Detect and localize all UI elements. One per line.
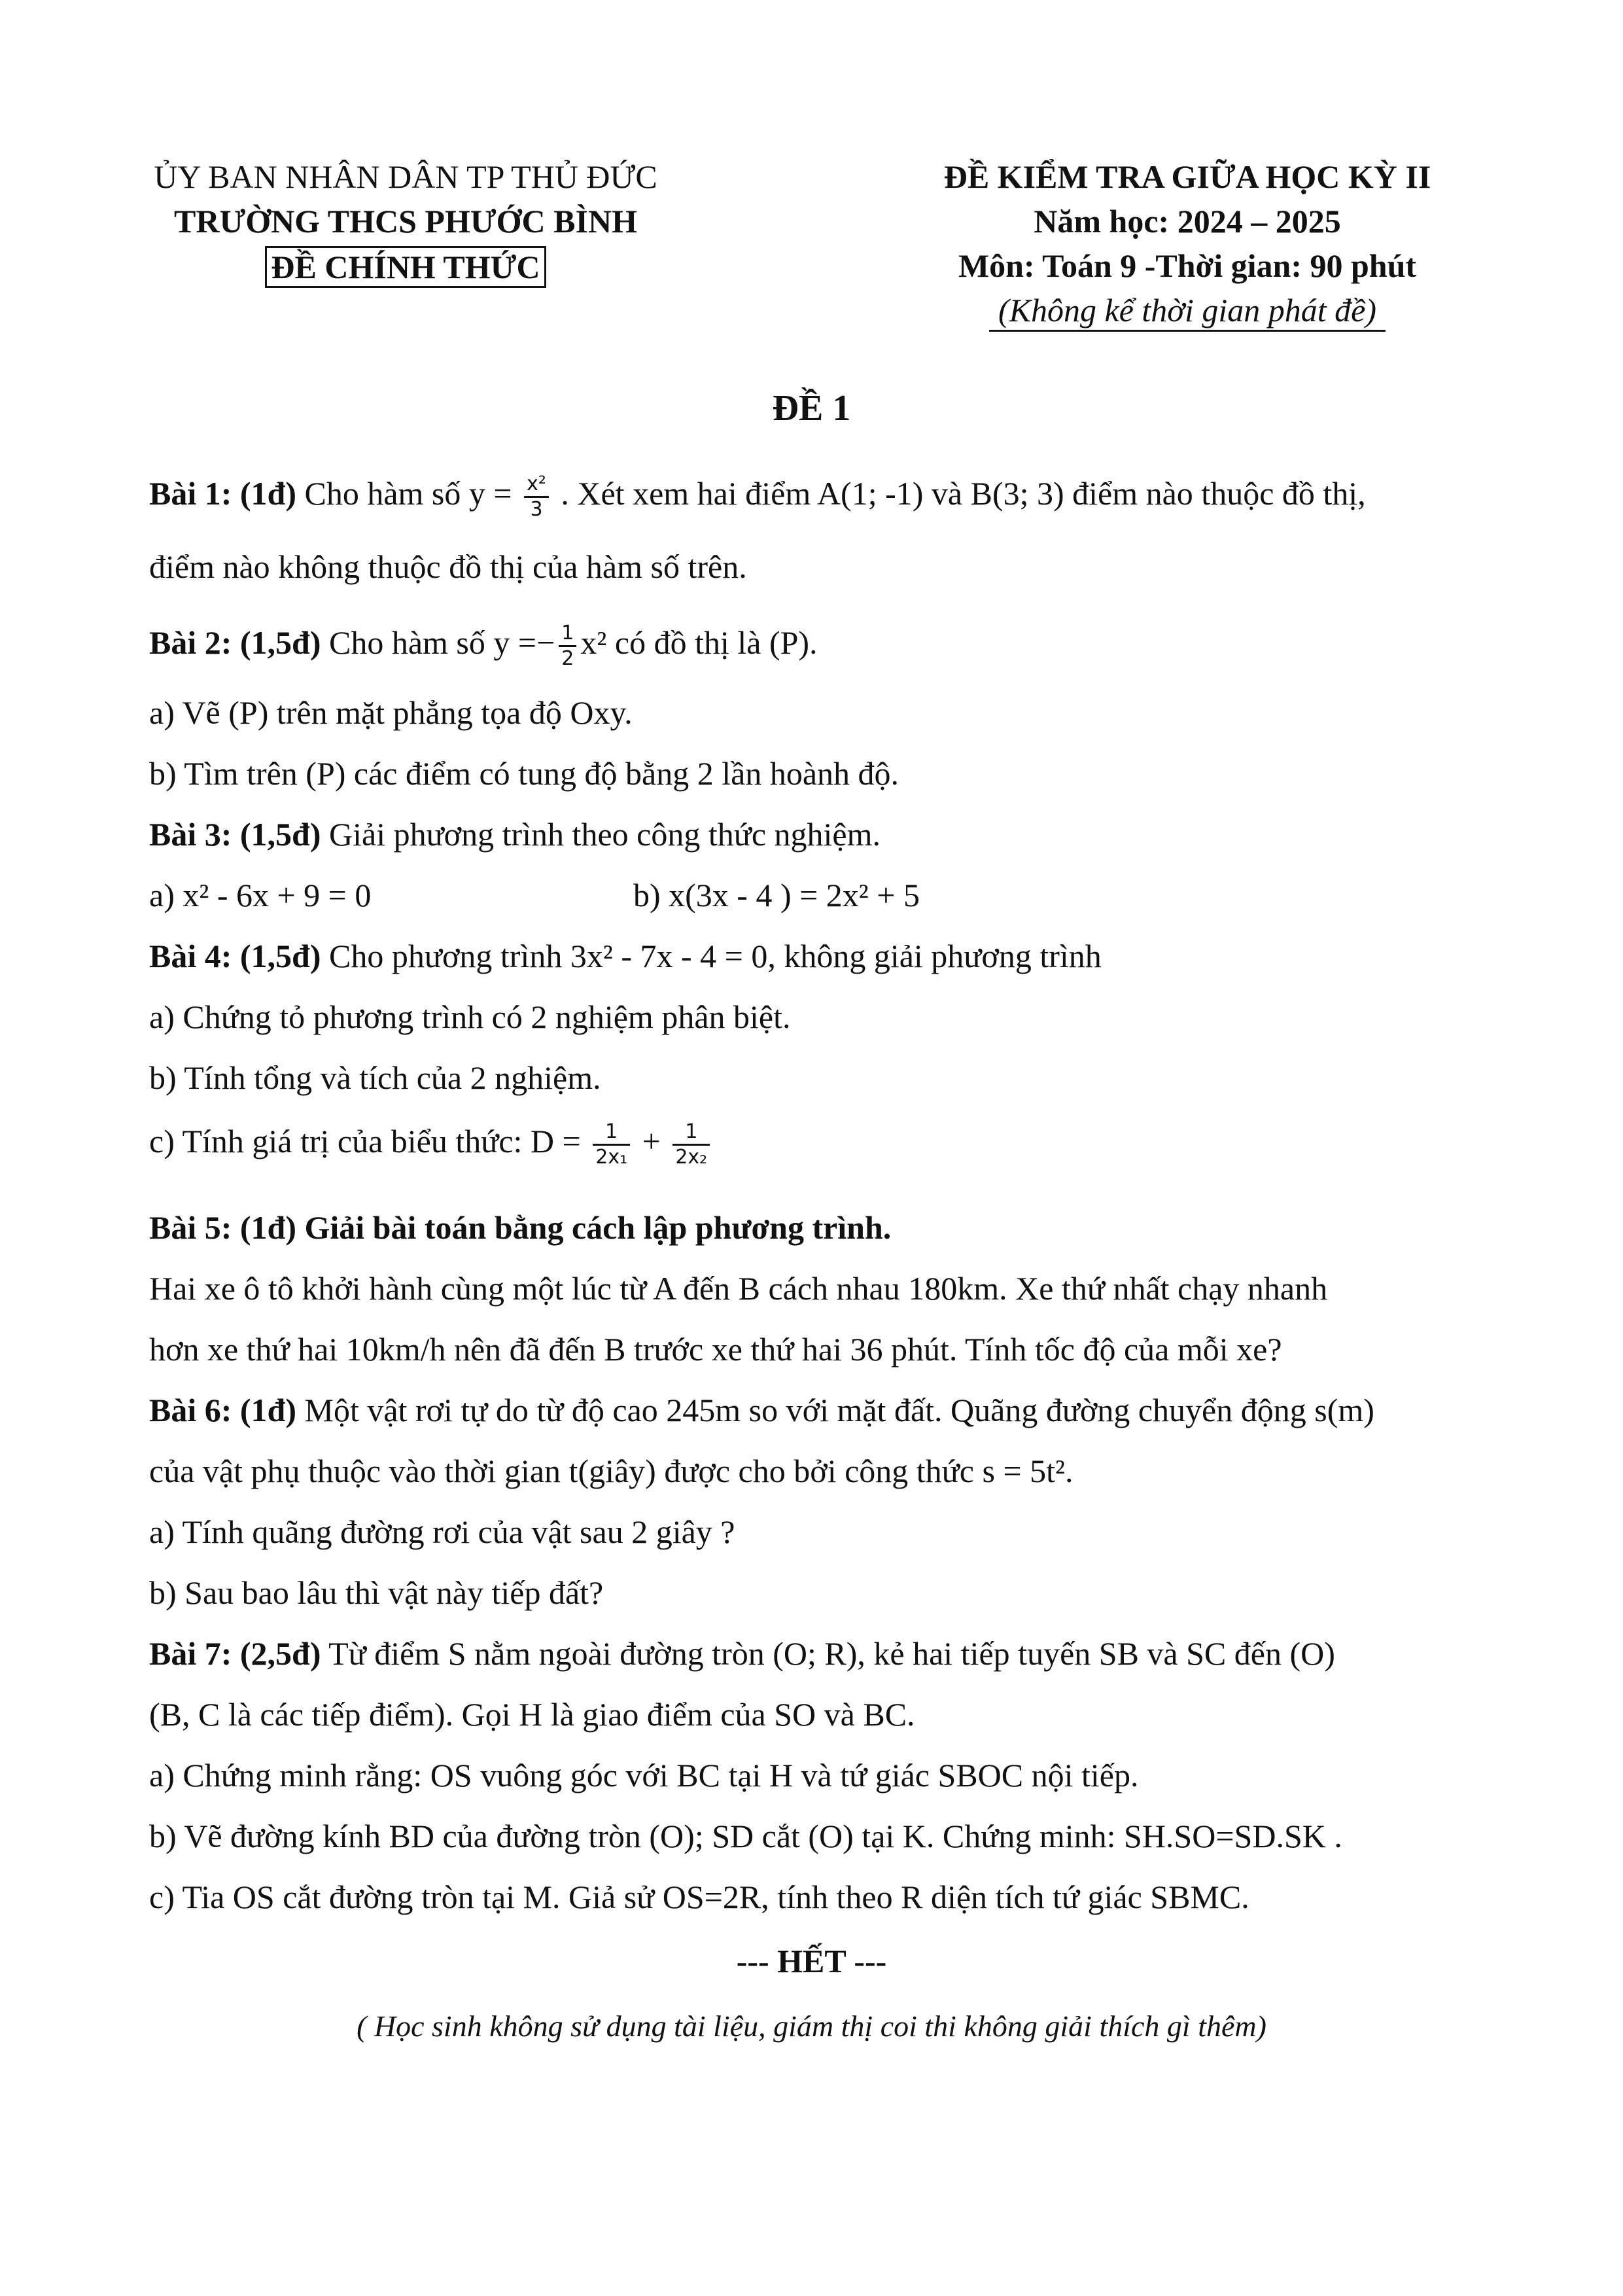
bai1-line2: điểm nào không thuộc đồ thị của hàm số trên. — [149, 548, 747, 585]
bai4-c-frac2 — [672, 1120, 710, 1169]
bai6-line1 — [149, 1391, 1374, 1429]
time-note: (Không kể thời gian phát đề) — [989, 291, 1386, 332]
bai7-a: a) Chứng minh rằng: OS vuông góc với BC tại H và tứ giác SBOC nội tiếp. — [149, 1757, 1139, 1793]
bai3-text: Giải phương trình theo công thức nghiệm. — [321, 816, 881, 853]
bai5-line2: hơn xe thứ hai 10km/h nên đã đến B trước xe thứ hai 36 phút. Tính tốc độ của mỗi xe? — [149, 1331, 1282, 1368]
subject-time: Môn: Toán 9 -Thời gian: 90 phút — [958, 247, 1417, 284]
bai4-text: Cho phương trình 3x² - 7x - 4 = 0, không giải phương trình — [321, 938, 1102, 974]
bai7-c: c) Tia OS cắt đường tròn tại M. Giả sử OS=2R, tính theo R diện tích tứ giác SBMC. — [149, 1879, 1249, 1915]
bai6-line2: của vật phụ thuộc vào thời gian t(giây) được cho bởi công thức s = 5t². — [149, 1453, 1073, 1489]
bai4-c-text: c) Tính giá trị của biểu thức: D = — [149, 1122, 589, 1159]
bai3-a: a) x² - 6x + 9 = 0 — [149, 877, 372, 913]
bai1-line1 — [149, 472, 1366, 521]
bai2-text-b: x² có đồ thị là (P). — [580, 624, 818, 661]
bai2-line1 — [149, 622, 818, 671]
bai4-c — [149, 1120, 714, 1169]
bai3-line1 — [149, 815, 881, 853]
committee-name: ỦY BAN NHÂN DÂN TP THỦ ĐỨC — [154, 158, 657, 195]
bai7-label: Bài 7: (2,5đ) — [149, 1635, 321, 1672]
exam-name: ĐỀ KIỂM TRA GIỮA HỌC KỲ II — [943, 158, 1431, 195]
bai4-c-plus: + — [634, 1122, 669, 1159]
bai2-b: b) Tìm trên (P) các điểm có tung độ bằng 2 lần hoành độ. — [149, 755, 899, 792]
header-right — [919, 154, 1456, 332]
bai6-b: b) Sau bao lâu thì vật này tiếp đất? — [149, 1574, 604, 1611]
school-name: TRƯỜNG THCS PHƯỚC BÌNH — [174, 203, 637, 239]
bai4-a: a) Chứng tỏ phương trình có 2 nghiệm phân biệt. — [149, 998, 791, 1035]
bai4-c-frac1 — [593, 1120, 630, 1169]
footer-note: ( Học sinh không sử dụng tài liệu, giám thị coi thi không giải thích gì thêm) — [357, 2009, 1266, 2043]
official-stamp: ĐỀ CHÍNH THỨC — [265, 246, 546, 288]
bai6-a: a) Tính quãng đường rơi của vật sau 2 giây ? — [149, 1513, 735, 1550]
bai4-c-frac1-num: 1 — [593, 1120, 630, 1146]
bai5-line1: Hai xe ô tô khởi hành cùng một lúc từ A đến B cách nhau 180km. Xe thứ nhất chạy nhanh — [149, 1270, 1328, 1307]
school-year: Năm học: 2024 – 2025 — [1034, 203, 1341, 239]
bai1-label: Bài 1: (1đ) — [149, 474, 296, 512]
bai1-frac-num: x² — [524, 472, 549, 498]
bai2-text-a: Cho hàm số y =− — [321, 624, 555, 661]
bai3-label: Bài 3: (1,5đ) — [149, 816, 321, 853]
bai6-text: Một vật rơi tự do từ độ cao 245m so với mặt đất. Quãng đường chuyển động s(m) — [296, 1392, 1374, 1428]
header-left — [137, 154, 674, 288]
bai3-b: b) x(3x - 4 ) = 2x² + 5 — [633, 877, 920, 913]
bai4-c-frac2-num: 1 — [672, 1120, 710, 1146]
bai2-frac-num: 1 — [559, 622, 576, 647]
bai4-label: Bài 4: (1,5đ) — [149, 938, 321, 974]
bai4-c-frac2-den: 2x₂ — [675, 1146, 708, 1169]
bai2-frac-den: 2 — [561, 647, 574, 670]
bai7-line2: (B, C là các tiếp điểm). Gọi H là giao điểm của SO và BC. — [149, 1696, 915, 1733]
bai7-line1 — [149, 1634, 1335, 1672]
bai7-text: Từ điểm S nằm ngoài đường tròn (O; R), kẻ hai tiếp tuyến SB và SC đến (O) — [321, 1635, 1335, 1672]
exam-title: ĐỀ 1 — [772, 388, 851, 429]
bai2-label: Bài 2: (1,5đ) — [149, 624, 321, 661]
bai1-frac-den: 3 — [530, 498, 543, 521]
bai1-text-b: . Xét xem hai điểm A(1; -1) và B(3; 3) điểm nào thuộc đồ thị, — [552, 474, 1366, 512]
bai4-c-frac1-den: 2x₁ — [595, 1146, 628, 1169]
bai5-label: Bài 5: (1đ) Giải bài toán bằng cách lập phương trình. — [149, 1209, 892, 1246]
bai2-fraction — [559, 622, 576, 671]
bai4-line1 — [149, 937, 1102, 975]
bai6-label: Bài 6: (1đ) — [149, 1392, 296, 1428]
end-marker: --- HẾT --- — [736, 1943, 887, 1979]
bai2-a: a) Vẽ (P) trên mặt phẳng tọa độ Oxy. — [149, 694, 633, 731]
bai1-fraction — [524, 472, 549, 521]
bai7-b: b) Vẽ đường kính BD của đường tròn (O); SD cắt (O) tại K. Chứng minh: SH.SO=SD.SK . — [149, 1818, 1342, 1854]
bai1-text-a: Cho hàm số y = — [296, 474, 521, 512]
bai4-b: b) Tính tổng và tích của 2 nghiệm. — [149, 1059, 601, 1096]
